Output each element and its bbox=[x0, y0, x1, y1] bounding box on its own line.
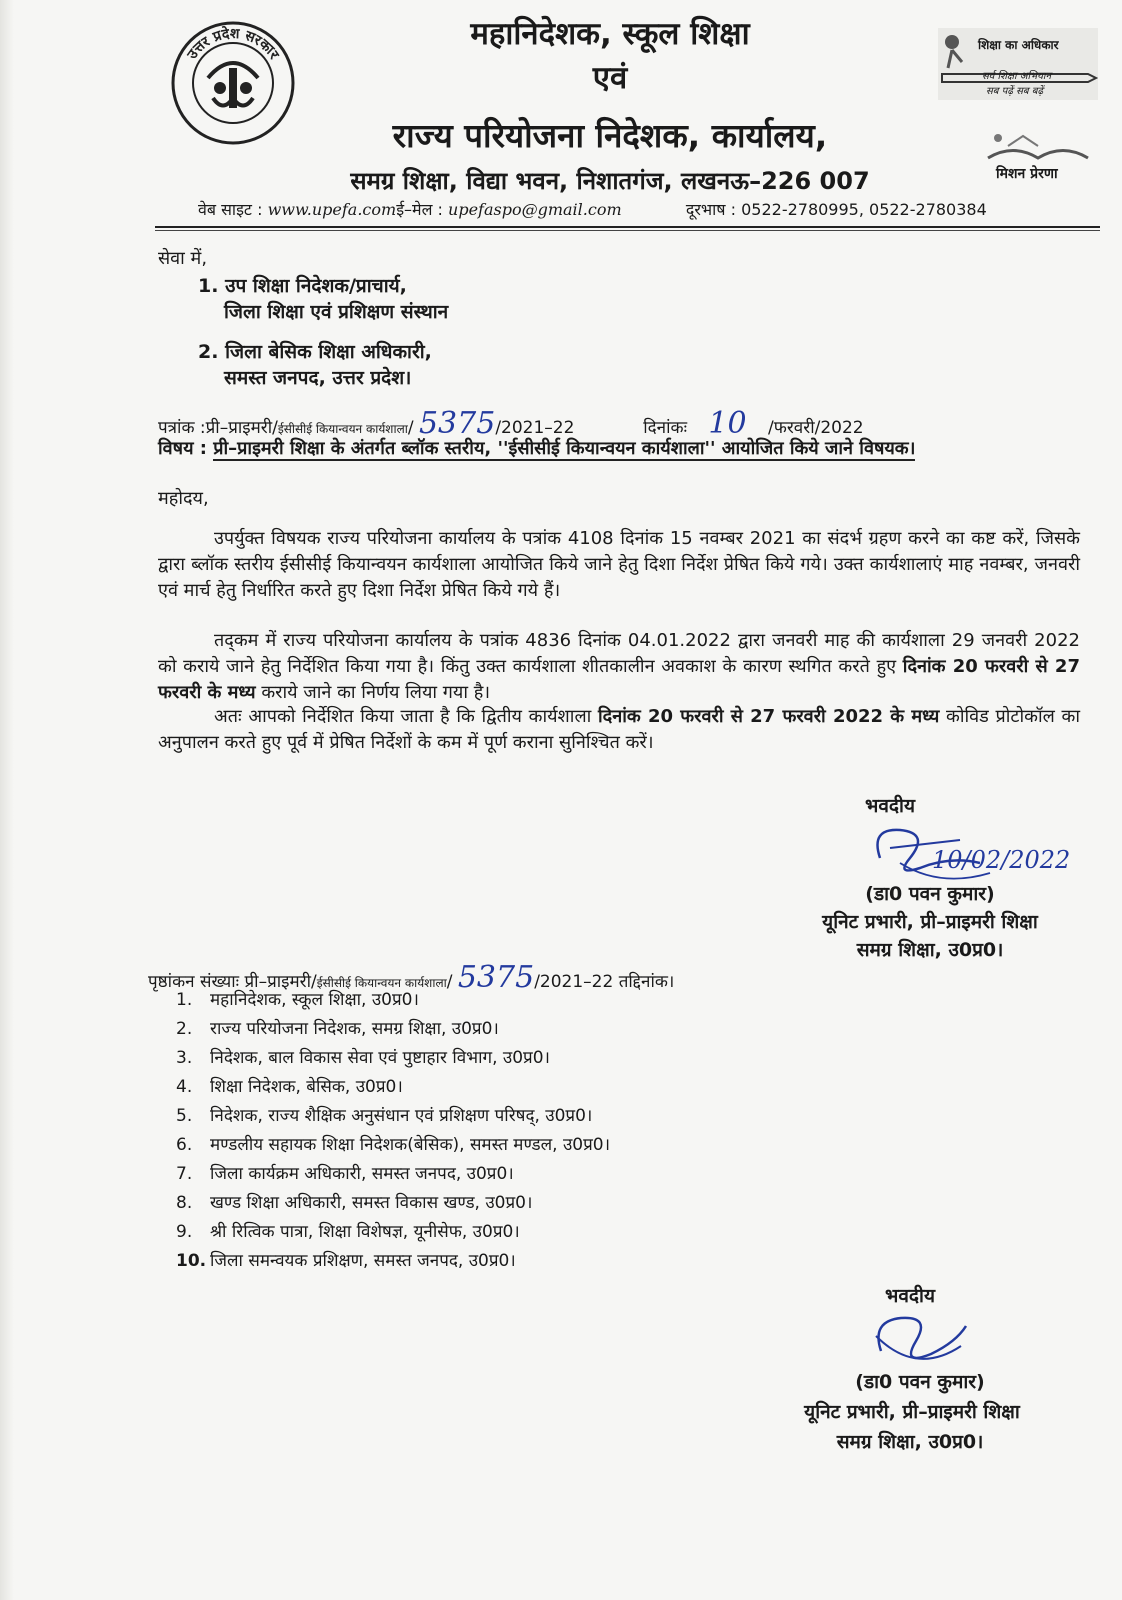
endorse-suffix: /2021–22 तद्दिनांक। bbox=[534, 972, 675, 992]
list-num: 7. bbox=[176, 1164, 193, 1184]
addressee-num: 1. bbox=[198, 275, 219, 297]
list-num: 1. bbox=[176, 990, 193, 1010]
mission-prerna-logo bbox=[978, 128, 1098, 186]
list-item bbox=[176, 1044, 610, 1073]
addressee-line: जिला शिक्षा एवं प्रशिक्षण संस्थान bbox=[224, 301, 449, 323]
list-text: जिला कार्यक्रम अधिकारी, समस्त जनपद, उ0प्र0। bbox=[210, 1164, 514, 1184]
contact-row bbox=[198, 198, 1058, 220]
list-text: निदेशक, बाल विकास सेवा एवं पुष्टाहार विभाग, उ0प्र0। bbox=[210, 1048, 550, 1068]
list-text: मण्डलीय सहायक शिक्षा निदेशक(बेसिक), समस्त मण्डल, उ0प्र0। bbox=[210, 1135, 611, 1155]
paragraph-1: उपर्युक्त विषयक राज्य परियोजना कार्यालय के पत्रांक 4108 दिनांक 15 नवम्बर 2021 का संदर्भ ग्रहण करने का कष्ट करें, जिसके द्वारा ब्लॉक स्तरीय ईसीसीई कियान्वयन कार्यशाला आयोजित किये जाने हेतु दिशा निर्देश प्रेषित किये गये। उक्त कार्यशालाएं माह नवम्बर, जनवरी एवं मार्च हेतु निर्धारित करते हुए दिशा निर्देश प्रेषित किये गये हैं। bbox=[158, 528, 1080, 601]
signatory-office-1: समग्र शिक्षा, उ0प्र0। bbox=[856, 939, 1004, 961]
endorsement-line: पृष्ठांकन संख्याः प्री–प्राइमरी/ईसीसीई कियान्वयन कार्यशाला/ 5375/2021–22 तद्दिनांक। bbox=[148, 960, 675, 995]
p2-text-end: कराये जाने का निर्णय लिया गया है। bbox=[255, 682, 491, 703]
p3-bold-dates: दिनांक 20 फरवरी से 27 फरवरी 2022 के मध्य bbox=[598, 706, 940, 727]
subject bbox=[158, 436, 1080, 462]
up-government-emblem-icon bbox=[168, 18, 298, 148]
list-item bbox=[176, 1247, 610, 1276]
addressee-line: उप शिक्षा निदेशक/प्राचार्य, bbox=[225, 275, 407, 297]
header-line-2: एवं bbox=[592, 60, 628, 96]
open-book-icon bbox=[978, 128, 1098, 168]
p2-text: तद्कम में राज्य परियोजना कार्यालय के पत्रांक 4836 दिनांक 04.01.2022 द्वारा जनवरी माह की कार्यशाला 29 जनवरी 2022 को कराये जाने हेतु निर्देशित किया गया है। किंतु उक्त कार्यशाला शीतकालीन अवकाश के कारण स्थगित करते हुए bbox=[158, 630, 1080, 677]
list-item bbox=[176, 986, 610, 1015]
seva-mein: सेवा में, bbox=[158, 248, 208, 269]
signatory-name-2: (डा0 पवन कुमार) bbox=[855, 1371, 985, 1393]
subject-text: प्री–प्राइमरी शिक्षा के अंतर्गत ब्लॉक स्तरीय, ''ईसीसीई कियान्वयन कार्यशाला'' आयोजित किये जाने विषयक। bbox=[213, 438, 916, 459]
endorse-small: ईसीसीई कियान्वयन कार्यशाला bbox=[316, 976, 447, 990]
list-item bbox=[176, 1015, 610, 1044]
closing-2: भवदीय bbox=[885, 1285, 935, 1307]
list-num: 3. bbox=[176, 1048, 193, 1068]
ssa-label: सर्व शिक्षा अभियान bbox=[982, 71, 1052, 82]
addressee-line: जिला बेसिक शिक्षा अधिकारी, bbox=[225, 341, 432, 363]
list-text: महानिदेशक, स्कूल शिक्षा, उ0प्र0। bbox=[210, 990, 419, 1010]
copy-list bbox=[176, 986, 610, 1276]
signatory-name-1: (डा0 पवन कुमार) bbox=[865, 883, 995, 905]
signature-2-icon bbox=[856, 1306, 976, 1376]
ref-year: /2021–22 bbox=[495, 418, 575, 438]
header-line-1: महानिदेशक, स्कूल शिक्षा bbox=[470, 16, 750, 52]
addressee-1 bbox=[198, 272, 448, 324]
list-num: 9. bbox=[176, 1222, 193, 1242]
reference-line: पत्रांक :प्री–प्राइमरी/ईसीसीई कियान्वयन कार्यशाला/ 5375/2021–22 दिनांकः 10 /फरवरी/2022 bbox=[158, 406, 864, 441]
date-label: दिनांकः bbox=[643, 418, 688, 438]
signatory-designation-1: यूनिट प्रभारी, प्री–प्राइमरी शिक्षा bbox=[822, 911, 1038, 933]
list-item bbox=[176, 1131, 610, 1160]
header-divider-thin bbox=[155, 230, 1100, 231]
header-address: समग्र शिक्षा, विद्या भवन, निशातगंज, लखनऊ–226 007 bbox=[350, 167, 870, 195]
ref-number-handwritten: 5375 bbox=[418, 406, 496, 441]
addressee-line: समस्त जनपद, उत्तर प्रदेश। bbox=[224, 367, 412, 389]
email-label: ई–मेल : bbox=[396, 200, 443, 219]
list-num: 4. bbox=[176, 1077, 193, 1097]
date-rest: /फरवरी/2022 bbox=[768, 418, 864, 438]
p2-bold-dates: दिनांक 20 फरवरी से 27 फरवरी के मध्य bbox=[158, 656, 1080, 703]
header-divider bbox=[155, 226, 1100, 228]
list-text: खण्ड शिक्षा अधिकारी, समस्त विकास खण्ड, उ0प्र0। bbox=[210, 1193, 533, 1213]
signatory-office-2: समग्र शिक्षा, उ0प्र0। bbox=[836, 1431, 984, 1453]
list-text: शिक्षा निदेशक, बेसिक, उ0प्र0। bbox=[210, 1077, 403, 1097]
rte-ssa-logo bbox=[938, 28, 1098, 100]
ref-prefix: पत्रांक :प्री–प्राइमरी/ bbox=[158, 418, 278, 438]
paragraph-3 bbox=[158, 704, 1080, 756]
email-link[interactable]: upefaspo@gmail.com bbox=[448, 200, 622, 219]
handwritten-date: 10/02/2022 bbox=[932, 846, 1071, 874]
addressee-2 bbox=[198, 338, 432, 390]
list-text: निदेशक, राज्य शैक्षिक अनुसंधान एवं प्रशिक्षण परिषद्, उ0प्र0। bbox=[210, 1106, 593, 1126]
subject-label: विषय : bbox=[158, 438, 207, 459]
date-day-handwritten: 10 bbox=[708, 406, 747, 441]
ref-small: ईसीसीई कियान्वयन कार्यशाला bbox=[277, 422, 408, 436]
phone-label: दूरभाष : bbox=[685, 200, 736, 219]
list-item bbox=[176, 1189, 610, 1218]
endorse-number-handwritten: 5375 bbox=[457, 960, 535, 995]
p3-text-end: कोविड प्रोटोकॉल का अनुपालन करते हुए पूर्व में प्रेषित निर्देशों के कम में पूर्ण कराना सुनिश्चित करें। bbox=[158, 706, 1081, 753]
website-link[interactable]: www.upefa.com bbox=[267, 200, 397, 219]
ssa-slogan: सब पढ़ें सब बढ़ें bbox=[986, 86, 1044, 97]
website-label: वेब साइट : bbox=[198, 200, 263, 219]
addressee-num: 2. bbox=[198, 341, 219, 363]
list-num: 2. bbox=[176, 1019, 193, 1039]
list-num: 6. bbox=[176, 1135, 193, 1155]
list-item bbox=[176, 1102, 610, 1131]
mission-prerna-label: मिशन प्रेरणा bbox=[996, 166, 1058, 182]
header-line-3: राज्य परियोजना निदेशक, कार्यालय, bbox=[392, 116, 828, 155]
list-item bbox=[176, 1073, 610, 1102]
page-edge bbox=[0, 0, 14, 1600]
list-text: राज्य परियोजना निदेशक, समग्र शिक्षा, उ0प्र0। bbox=[210, 1019, 499, 1039]
svg-text:उत्तर प्रदेश सरकार: उत्तर प्रदेश सरकार bbox=[184, 25, 282, 63]
list-item bbox=[176, 1218, 610, 1247]
rte-label: शिक्षा का अधिकार bbox=[978, 38, 1059, 52]
list-text: जिला समन्वयक प्रशिक्षण, समस्त जनपद, उ0प्र0। bbox=[210, 1251, 516, 1271]
p3-text: अतः आपको निर्देशित किया जाता है कि द्वितीय कार्यशाला bbox=[214, 706, 599, 727]
closing-1: भवदीय bbox=[865, 795, 915, 817]
salutation: महोदय, bbox=[158, 488, 209, 509]
list-num: 5. bbox=[176, 1106, 193, 1126]
list-item bbox=[176, 1160, 610, 1189]
list-num: 10. bbox=[176, 1251, 207, 1271]
list-num: 8. bbox=[176, 1193, 193, 1213]
phone-numbers: 0522-2780995, 0522-2780384 bbox=[741, 200, 987, 219]
paragraph-2 bbox=[158, 628, 1080, 706]
endorse-prefix: पृष्ठांकन संख्याः प्री–प्राइमरी/ bbox=[148, 972, 317, 992]
signatory-designation-2: यूनिट प्रभारी, प्री–प्राइमरी शिक्षा bbox=[804, 1401, 1020, 1423]
list-text: श्री रित्विक पात्रा, शिक्षा विशेषज्ञ, यूनीसेफ, उ0प्र0। bbox=[210, 1222, 520, 1242]
